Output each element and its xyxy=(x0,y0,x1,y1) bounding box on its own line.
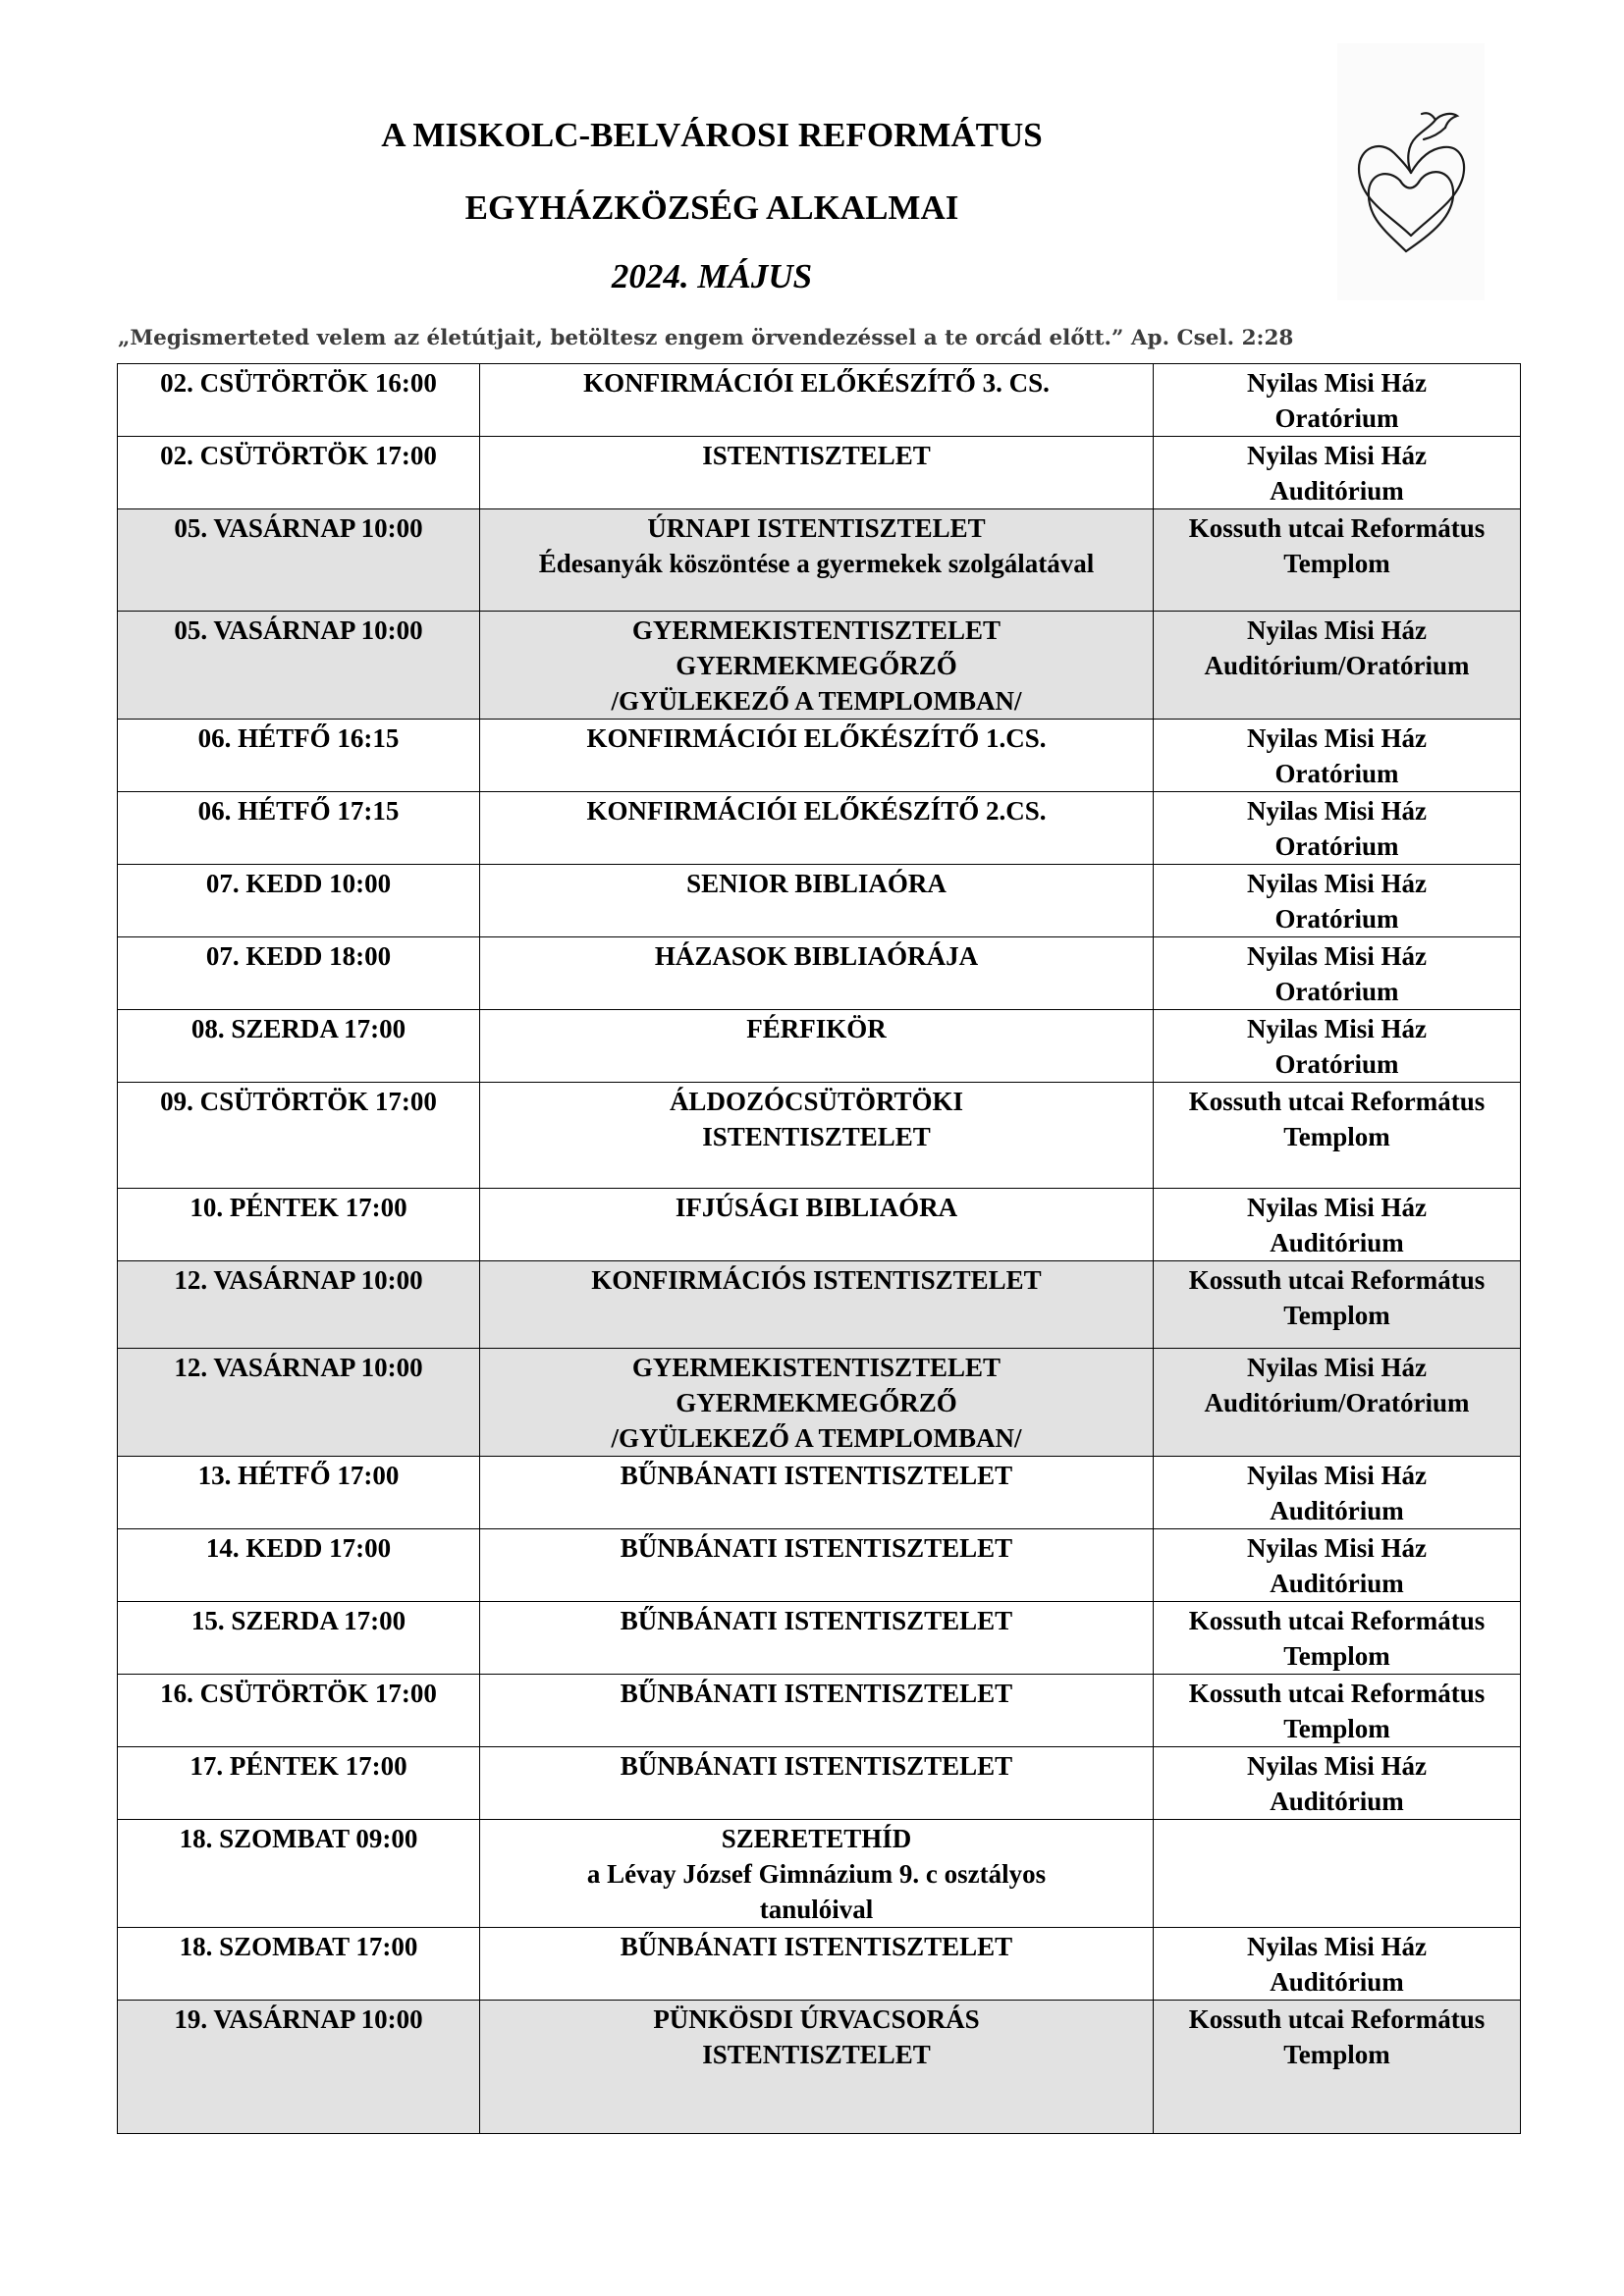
event-title xyxy=(480,1675,1154,1747)
event-title-line: BŰNBÁNATI ISTENTISZTELET xyxy=(620,1461,1013,1490)
event-location-line: Templom xyxy=(1283,1641,1390,1671)
table-row xyxy=(118,437,1521,509)
church-logo xyxy=(1337,43,1485,300)
event-location-line: Kossuth utcai Református xyxy=(1188,513,1486,543)
event-subtitle-line: /GYÜLEKEZŐ A TEMPLOMBAN/ xyxy=(611,686,1022,716)
event-title xyxy=(480,720,1154,792)
table-row xyxy=(118,612,1521,720)
event-title xyxy=(480,2001,1154,2134)
event-title-line: KONFIRMÁCIÓI ELŐKÉSZÍTŐ 1.CS. xyxy=(586,723,1047,753)
event-location xyxy=(1154,437,1521,509)
title-line-1: A MISKOLC-BELVÁROSI REFORMÁTUS xyxy=(381,116,1043,154)
event-title-line: KONFIRMÁCIÓS ISTENTISZTELET xyxy=(591,1265,1042,1295)
table-row xyxy=(118,865,1521,937)
table-row xyxy=(118,1820,1521,1928)
event-location xyxy=(1154,1349,1521,1457)
table-row xyxy=(118,792,1521,865)
event-date-time: 16. CSÜTÖRTÖK 17:00 xyxy=(118,1675,480,1747)
event-subtitle-line: tanulóival xyxy=(759,1895,874,1924)
event-title-line: BŰNBÁNATI ISTENTISZTELET xyxy=(620,1606,1013,1635)
event-location-line: Templom xyxy=(1283,1301,1390,1330)
event-title xyxy=(480,612,1154,720)
event-location-line: Nyilas Misi Ház xyxy=(1247,441,1427,470)
event-title xyxy=(480,865,1154,937)
event-date-time: 02. CSÜTÖRTÖK 16:00 xyxy=(118,364,480,437)
event-title-line: KONFIRMÁCIÓI ELŐKÉSZÍTŐ 3. CS. xyxy=(583,368,1050,398)
table-row xyxy=(118,1602,1521,1675)
table-row xyxy=(118,1261,1521,1349)
event-location xyxy=(1154,937,1521,1010)
table-row xyxy=(118,1457,1521,1529)
event-location-line: Oratórium xyxy=(1274,403,1399,433)
event-title-line: FÉRFIKÖR xyxy=(746,1014,887,1043)
event-location xyxy=(1154,1675,1521,1747)
event-location-line: Nyilas Misi Ház xyxy=(1247,869,1427,898)
event-subtitle-line: ISTENTISZTELET xyxy=(702,2040,931,2069)
event-title-line: HÁZASOK BIBLIAÓRÁJA xyxy=(654,941,979,971)
event-location-line: Oratórium xyxy=(1274,977,1399,1006)
event-location-line: Kossuth utcai Református xyxy=(1188,1265,1486,1295)
table-row xyxy=(118,1189,1521,1261)
event-location-line: Nyilas Misi Ház xyxy=(1247,723,1427,753)
event-location-line: Auditórium xyxy=(1270,1228,1404,1257)
event-date-time: 06. HÉTFŐ 17:15 xyxy=(118,792,480,865)
event-date-time: 14. KEDD 17:00 xyxy=(118,1529,480,1602)
event-location xyxy=(1154,792,1521,865)
event-title xyxy=(480,1602,1154,1675)
event-date-time: 08. SZERDA 17:00 xyxy=(118,1010,480,1083)
event-title-line: BŰNBÁNATI ISTENTISZTELET xyxy=(620,1932,1013,1961)
event-title xyxy=(480,1261,1154,1349)
event-title-line: BŰNBÁNATI ISTENTISZTELET xyxy=(620,1751,1013,1781)
event-location-line: Oratórium xyxy=(1274,904,1399,934)
event-title xyxy=(480,1747,1154,1820)
event-date-time: 12. VASÁRNAP 10:00 xyxy=(118,1261,480,1349)
event-date-time: 18. SZOMBAT 17:00 xyxy=(118,1928,480,2001)
event-location-line: Kossuth utcai Református xyxy=(1188,2004,1486,2034)
event-location-line: Kossuth utcai Református xyxy=(1188,1679,1486,1708)
event-location-line: Nyilas Misi Ház xyxy=(1247,1533,1427,1563)
event-location-line: Nyilas Misi Ház xyxy=(1247,1353,1427,1382)
event-date-time: 10. PÉNTEK 17:00 xyxy=(118,1189,480,1261)
event-title-line: GYERMEKISTENTISZTELET xyxy=(631,1353,1001,1382)
event-location-line: Nyilas Misi Ház xyxy=(1247,615,1427,645)
table-row xyxy=(118,1675,1521,1747)
event-location xyxy=(1154,509,1521,612)
event-title xyxy=(480,1083,1154,1189)
event-location xyxy=(1154,612,1521,720)
title-line-2: EGYHÁZKÖZSÉG ALKALMAI xyxy=(464,188,959,227)
event-date-time: 09. CSÜTÖRTÖK 17:00 xyxy=(118,1083,480,1189)
event-title xyxy=(480,364,1154,437)
event-title-line: PÜNKÖSDI ÚRVACSORÁS xyxy=(653,2004,980,2034)
event-date-time: 06. HÉTFŐ 16:15 xyxy=(118,720,480,792)
event-location xyxy=(1154,1261,1521,1349)
table-row xyxy=(118,1529,1521,1602)
event-location xyxy=(1154,364,1521,437)
event-location xyxy=(1154,1747,1521,1820)
event-location-line: Nyilas Misi Ház xyxy=(1247,941,1427,971)
event-location xyxy=(1154,865,1521,937)
table-row xyxy=(118,2001,1521,2134)
event-location-line: Templom xyxy=(1283,1714,1390,1743)
event-location xyxy=(1154,1457,1521,1529)
table-row xyxy=(118,937,1521,1010)
dove-hearts-logo-icon xyxy=(1337,43,1485,300)
event-location-line: Auditórium/Oratórium xyxy=(1204,1388,1470,1417)
event-title-line: GYERMEKISTENTISZTELET xyxy=(631,615,1001,645)
event-location-line: Auditórium/Oratórium xyxy=(1204,651,1470,680)
event-date-time: 07. KEDD 18:00 xyxy=(118,937,480,1010)
event-location-line: Auditórium xyxy=(1270,1496,1404,1525)
event-date-time: 07. KEDD 10:00 xyxy=(118,865,480,937)
event-title xyxy=(480,1010,1154,1083)
event-location xyxy=(1154,1820,1521,1928)
event-location-line: Auditórium xyxy=(1270,1569,1404,1598)
event-date-time: 05. VASÁRNAP 10:00 xyxy=(118,509,480,612)
event-title xyxy=(480,1457,1154,1529)
event-location-line: Templom xyxy=(1283,1122,1390,1151)
event-title-line: IFJÚSÁGI BIBLIAÓRA xyxy=(675,1193,958,1222)
event-location-line: Templom xyxy=(1283,549,1390,578)
event-title xyxy=(480,437,1154,509)
event-title-line: SENIOR BIBLIAÓRA xyxy=(686,869,947,898)
table-row xyxy=(118,720,1521,792)
event-date-time: 12. VASÁRNAP 10:00 xyxy=(118,1349,480,1457)
event-location xyxy=(1154,2001,1521,2134)
event-location xyxy=(1154,1010,1521,1083)
event-date-time: 17. PÉNTEK 17:00 xyxy=(118,1747,480,1820)
event-location-line: Nyilas Misi Ház xyxy=(1247,1751,1427,1781)
event-location xyxy=(1154,1189,1521,1261)
event-location xyxy=(1154,1083,1521,1189)
event-location-line: Nyilas Misi Ház xyxy=(1247,1932,1427,1961)
table-row xyxy=(118,1349,1521,1457)
event-subtitle-line: ISTENTISZTELET xyxy=(702,1122,931,1151)
event-location-line: Nyilas Misi Ház xyxy=(1247,1014,1427,1043)
event-title xyxy=(480,1349,1154,1457)
event-location-line: Auditórium xyxy=(1270,1967,1404,1997)
event-title xyxy=(480,1928,1154,2001)
event-title xyxy=(480,1820,1154,1928)
table-row xyxy=(118,1083,1521,1189)
event-location-line: Nyilas Misi Ház xyxy=(1247,1461,1427,1490)
event-location-line: Oratórium xyxy=(1274,831,1399,861)
event-location-line: Nyilas Misi Ház xyxy=(1247,368,1427,398)
event-title-line: ÚRNAPI ISTENTISZTELET xyxy=(647,513,986,543)
event-schedule-table xyxy=(117,363,1521,2134)
table-row xyxy=(118,1010,1521,1083)
event-location-line: Oratórium xyxy=(1274,1049,1399,1079)
event-location-line: Auditórium xyxy=(1270,1787,1404,1816)
table-row xyxy=(118,509,1521,612)
event-date-time: 02. CSÜTÖRTÖK 17:00 xyxy=(118,437,480,509)
event-location xyxy=(1154,1602,1521,1675)
event-location-line: Oratórium xyxy=(1274,759,1399,788)
event-date-time: 15. SZERDA 17:00 xyxy=(118,1602,480,1675)
event-title xyxy=(480,509,1154,612)
event-location-line: Kossuth utcai Református xyxy=(1188,1087,1486,1116)
table-row xyxy=(118,364,1521,437)
month-heading: 2024. MÁJUS xyxy=(611,257,813,295)
event-location-line: Nyilas Misi Ház xyxy=(1247,796,1427,826)
event-subtitle-line: GYERMEKMEGŐRZŐ xyxy=(676,1388,957,1417)
event-title-line: ÁLDOZÓCSÜTÖRTÖKI xyxy=(669,1087,964,1116)
table-row xyxy=(118,1928,1521,2001)
event-date-time: 18. SZOMBAT 09:00 xyxy=(118,1820,480,1928)
table-row xyxy=(118,1747,1521,1820)
event-location xyxy=(1154,1529,1521,1602)
event-subtitle-line: a Lévay József Gimnázium 9. c osztályos xyxy=(586,1859,1047,1889)
event-title-line: KONFIRMÁCIÓI ELŐKÉSZÍTŐ 2.CS. xyxy=(586,796,1047,826)
event-title-line: ISTENTISZTELET xyxy=(702,441,931,470)
event-location xyxy=(1154,720,1521,792)
event-location-line: Nyilas Misi Ház xyxy=(1247,1193,1427,1222)
event-date-time: 13. HÉTFŐ 17:00 xyxy=(118,1457,480,1529)
event-title xyxy=(480,937,1154,1010)
event-title-line: BŰNBÁNATI ISTENTISZTELET xyxy=(620,1679,1013,1708)
event-date-time: 05. VASÁRNAP 10:00 xyxy=(118,612,480,720)
event-location-line: Kossuth utcai Református xyxy=(1188,1606,1486,1635)
event-subtitle-line: GYERMEKMEGŐRZŐ xyxy=(676,651,957,680)
event-title xyxy=(480,792,1154,865)
event-date-time: 19. VASÁRNAP 10:00 xyxy=(118,2001,480,2134)
event-subtitle-line: /GYÜLEKEZŐ A TEMPLOMBAN/ xyxy=(611,1423,1022,1453)
bible-quote: „Megismerteted velem az életútjait, betöltesz engem örvendezéssel a te orcád előtt.” Ap. Csel. 2:28 xyxy=(118,326,1294,350)
event-title-line: SZERETETHÍD xyxy=(721,1824,912,1853)
event-subtitle-line: Édesanyák köszöntése a gyermekek szolgálatával xyxy=(538,549,1095,578)
event-title xyxy=(480,1189,1154,1261)
event-title-line: BŰNBÁNATI ISTENTISZTELET xyxy=(620,1533,1013,1563)
event-location xyxy=(1154,1928,1521,2001)
event-location-line: Templom xyxy=(1283,2040,1390,2069)
event-title xyxy=(480,1529,1154,1602)
event-location-line: Auditórium xyxy=(1270,476,1404,506)
